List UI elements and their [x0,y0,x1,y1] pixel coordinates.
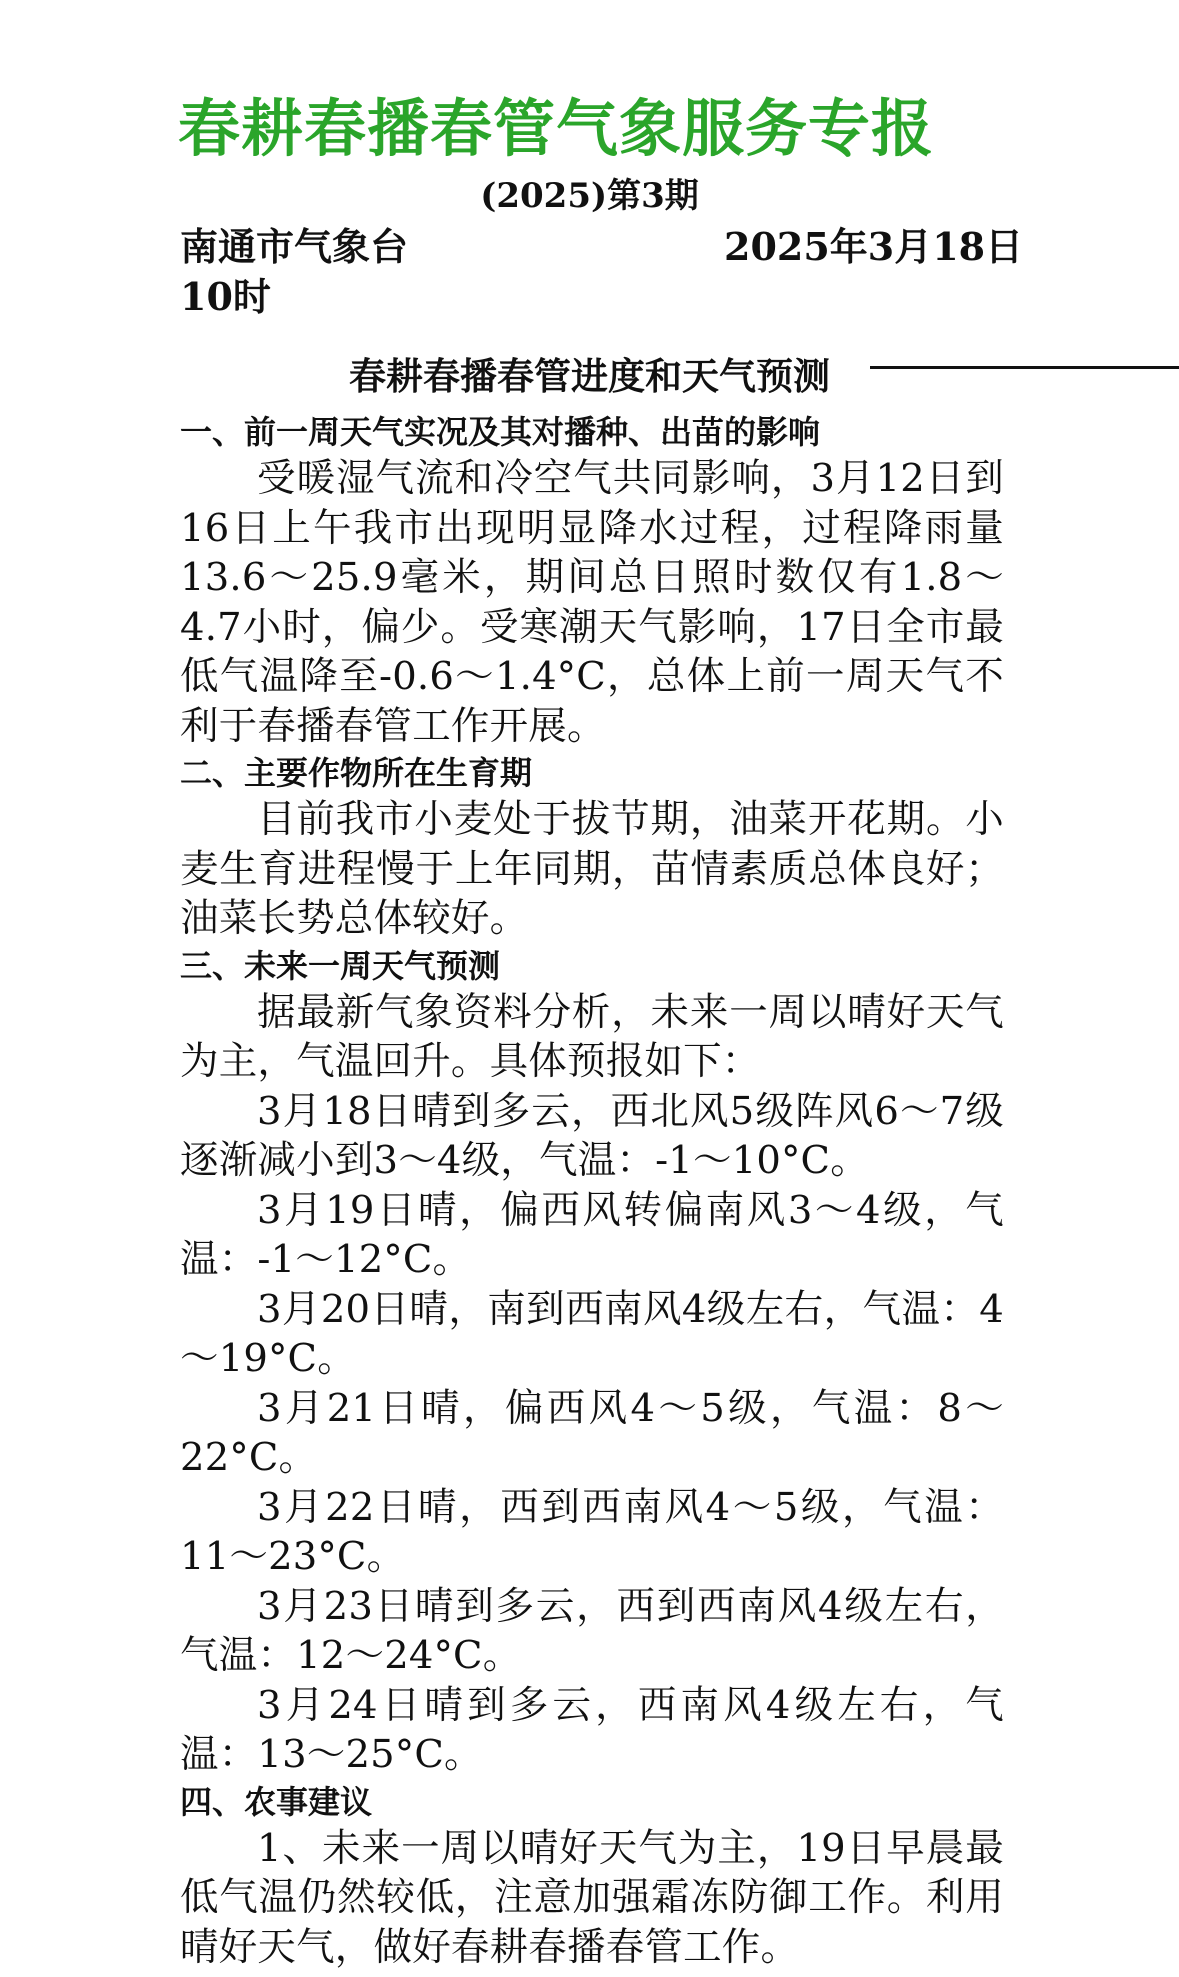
section-title-4: 四、农事建议 [180,1782,373,1821]
section-1-paragraph: 受暖湿气流和冷空气共同影响，3月12日到16日上午我市出现明显降水过程，过程降雨量13.6～25.9毫米，期间总日照时数仅有1.8～4.7小时，偏少。受寒潮天气影响，17日全市最低气温降至-0.6～1.4°C，总体上前一周天气不利于春播春管工作开展。 [180,456,1004,749]
report-heading: 春耕春播春管进度和天气预测 [349,355,830,398]
report-body [180,410,1004,1977]
issue-date: 2025年3月18日 [724,224,1024,269]
forecast-day-20: 3月20日晴，南到西南风4级左右，气温：4～19°C。 [180,1286,1004,1381]
section-title-3: 三、未来一周天气预测 [180,946,501,985]
heading-rule [870,366,1179,369]
issue-number: (2025)第3期 [480,176,699,216]
forecast-day-23: 3月23日晴到多云，西到西南风4级左右，气温：12～24°C。 [180,1583,1004,1678]
section-2-paragraph: 目前我市小麦处于拔节期，油菜开花期。小麦生育进程慢于上年同期，苗情素质总体良好；油菜长势总体较好。 [180,797,1004,941]
section-title-1: 一、前一周天气实况及其对播种、出苗的影响 [180,413,821,451]
forecast-day-21: 3月21日晴，偏西风4～5级，气温：8～22°C。 [180,1385,1004,1480]
issuer-name: 南通市气象台 [180,224,409,269]
forecast-day-18: 3月18日晴到多云，西北风5级阵风6～7级逐渐减小到3～4级，气温：-1～10°C。 [180,1088,1004,1183]
forecast-day-24: 3月24日晴到多云，西南风4级左右，气温：13～25°C。 [180,1682,1004,1777]
forecast-day-22: 3月22日晴，西到西南风4～5级，气温：11～23°C。 [180,1484,1004,1579]
forecast-day-19: 3月19日晴，偏西风转偏南风3～4级，气温：-1～12°C。 [180,1187,1004,1282]
forecast-intro: 据最新气象资料分析，未来一周以晴好天气为主，气温回升。具体预报如下： [180,989,1004,1084]
farm-advice-paragraph: 1、未来一周以晴好天气为主，19日早晨最低气温仍然较低，注意加强霜冻防御工作。利用晴好天气，做好春耕春播春管工作。 [180,1825,1004,1970]
report-title: 春耕春播春管气象服务专报 [178,92,935,165]
issue-hour: 10时 [180,274,271,319]
section-title-2: 二、主要作物所在生育期 [180,754,533,792]
